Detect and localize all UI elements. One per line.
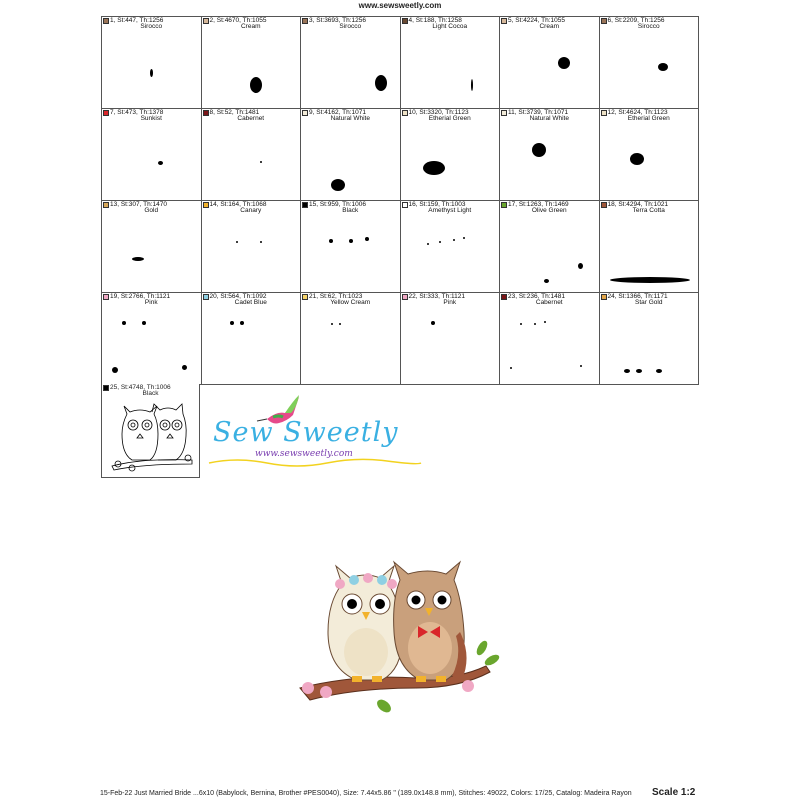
color-cell-5 [500,17,600,109]
stitch-preview [301,293,400,385]
color-name: Olive Green [531,207,567,214]
color-cell-23 [500,293,600,385]
stitch-shape [532,143,546,157]
stitch-preview [102,17,201,109]
color-grid [101,16,699,385]
stitch-shape [112,367,118,373]
stitch-shape [339,323,341,325]
color-name: Pink [443,299,457,306]
stitch-shape [240,321,244,325]
stitch-preview [102,201,201,293]
color-cell-8 [202,109,302,201]
stitch-preview [401,109,500,201]
color-cell-3 [301,17,401,109]
stitch-shape [331,323,333,325]
color-cell-7 [102,109,202,201]
stitch-preview [600,109,699,201]
color-name: Natural White [529,115,569,122]
stitch-shape [658,63,668,71]
color-name: Black [142,390,159,397]
color-cell-12 [600,109,700,201]
color-name: Gold [144,207,159,214]
color-info: 9, St:4162, Th:1071 [309,109,367,116]
color-cell-20 [202,293,302,385]
stitch-shape [122,321,126,325]
stitch-preview [301,17,400,109]
color-info: 1, St:447, Th:1256 [110,17,164,24]
color-cell-24 [600,293,700,385]
color-info: 2, St:4670, Th:1055 [209,17,267,24]
site-url[interactable]: www.sewsweetly.com [358,1,442,10]
stitch-preview [600,17,699,109]
stitch-preview [202,109,301,201]
color-name: Etherial Green [428,115,471,122]
stitch-shape [520,323,522,325]
color-info: 23, St:236, Th:1481 [508,293,566,300]
stitch-preview [202,17,301,109]
stitch-shape [630,153,644,165]
stitch-preview [401,17,500,109]
sewsweetly-logo[interactable] [207,393,422,473]
color-name: Star Gold [635,299,663,306]
color-info: 14, St:164, Th:1068 [209,201,267,208]
color-cell-16 [401,201,501,293]
stitch-shape [375,75,387,91]
stitch-shape [142,321,146,325]
color-info: 5, St:4224, Th:1055 [508,17,566,24]
color-name: Cadet Blue [234,299,267,306]
color-cell-19 [102,293,202,385]
stitch-preview [102,293,201,385]
stitch-preview [500,293,599,385]
color-info: 6, St:2209, Th:1256 [607,17,665,24]
color-cell-9 [301,109,401,201]
color-cell-25 [101,384,200,478]
color-name: Sirocco [637,23,660,30]
color-info: 16, St:159, Th:1003 [408,201,466,208]
color-info: 24, St:1366, Th:1171 [607,293,668,300]
stitch-preview [102,109,201,201]
stitch-shape [250,77,262,93]
stitch-shape [158,161,163,165]
stitch-shape [236,241,238,243]
stitch-preview [600,293,699,385]
color-cell-11 [500,109,600,201]
stitch-shape [610,277,690,283]
color-name: Black [342,207,359,214]
stitch-shape [463,237,465,239]
color-cell-18 [600,201,700,293]
stitch-shape [150,69,153,77]
color-info: 15, St:959, Th:1006 [309,201,367,208]
stitch-shape [544,279,549,283]
stitch-preview [301,201,400,293]
color-info: 12, St:4624, Th:1123 [607,109,668,116]
color-info: 19, St:2766, Th:1121 [110,293,171,300]
color-info: 20, St:564, Th:1092 [209,293,267,300]
stitch-preview [500,109,599,201]
color-name: Terra Cotta [632,207,665,214]
stitch-preview [301,109,400,201]
color-name: Cream [240,23,261,30]
color-info: 7, St:473, Th:1378 [110,109,164,116]
stitch-shape [453,239,455,241]
color-name: Sirocco [339,23,362,30]
stitch-preview [401,201,500,293]
color-cell-15 [301,201,401,293]
stitch-shape [260,161,262,163]
stitch-shape [182,365,187,370]
color-name: Pink [144,299,158,306]
color-name: Etherial Green [627,115,670,122]
stitch-shape [132,257,144,261]
color-cell-10 [401,109,501,201]
stitch-shape [636,369,642,373]
color-cell-4 [401,17,501,109]
groom-owl [394,562,467,682]
color-cell-2 [202,17,302,109]
owl-outline-preview [102,384,201,478]
color-info: 22, St:333, Th:1121 [408,293,466,300]
logo-brand-text: Sew Sweetly [213,417,399,448]
color-name: Cream [539,23,559,30]
color-name: Sunkist [140,115,162,122]
color-info: 18, St:4294, Th:1021 [607,201,669,208]
stitch-preview [500,17,599,109]
color-name: Natural White [330,115,370,122]
stitch-preview [401,293,500,385]
color-cell-1 [102,17,202,109]
scale-label: Scale 1:2 [652,787,696,798]
color-name: Cabernet [237,115,265,122]
stitch-shape [427,243,429,245]
stitch-shape [439,241,441,243]
stitch-shape [580,365,582,367]
color-info: 21, St:62, Th:1023 [309,293,363,300]
color-name: Canary [240,207,262,214]
color-name: Yellow Cream [330,299,371,306]
stitch-shape [510,367,512,369]
logo-url-text: www.sewsweetly.com [255,449,353,459]
stitch-shape [558,57,570,69]
stitch-shape [329,239,333,243]
stitch-shape [431,321,435,325]
stitch-preview [202,293,301,385]
color-info: 10, St:3320, Th:1123 [408,109,469,116]
stitch-shape [331,179,345,191]
color-cell-21 [301,293,401,385]
logo-underline [207,393,422,473]
stitch-shape [624,369,630,373]
color-cell-13 [102,201,202,293]
stitch-shape [544,321,546,323]
stitch-preview [202,201,301,293]
color-name: Amethyst Light [428,207,472,214]
stitch-shape [349,239,353,243]
color-info: 11, St:3739, Th:1071 [508,109,569,116]
color-info: 3, St:3693, Th:1256 [309,17,367,24]
color-info: 17, St:1263, Th:1469 [508,201,569,208]
color-info: 4, St:188, Th:1258 [408,17,462,24]
color-info: 13, St:307, Th:1470 [110,201,168,208]
stitch-shape [471,79,473,91]
color-cell-22 [401,293,501,385]
stitch-shape [260,241,262,243]
stitch-shape [423,161,445,175]
footer-info: 15-Feb-22 Just Married Bride ...6x10 (Babylock, Bernina, Brother #PES0040), Size: 7.44x5.86 " (189.0x148.8 mm), Stitches: 49022, Colors: 17/25, Catalog: Madeira Rayon [100,790,632,797]
stitch-shape [365,237,369,241]
color-name: Sirocco [140,23,163,30]
color-info: 8, St:52, Th:1481 [209,109,260,116]
color-cell-14 [202,201,302,293]
stitch-shape [230,321,234,325]
color-cell-17 [500,201,600,293]
owl-couple-artwork [296,556,502,716]
stitch-shape [578,263,583,269]
stitch-shape [534,323,536,325]
stitch-preview [600,201,699,293]
color-name: Cabernet [535,299,563,306]
color-info: 25, St:4748, Th:1006 [110,384,171,391]
color-cell-6 [600,17,700,109]
color-name: Light Cocoa [432,23,468,30]
stitch-preview [500,201,599,293]
stitch-shape [656,369,662,373]
bride-owl [328,566,402,682]
